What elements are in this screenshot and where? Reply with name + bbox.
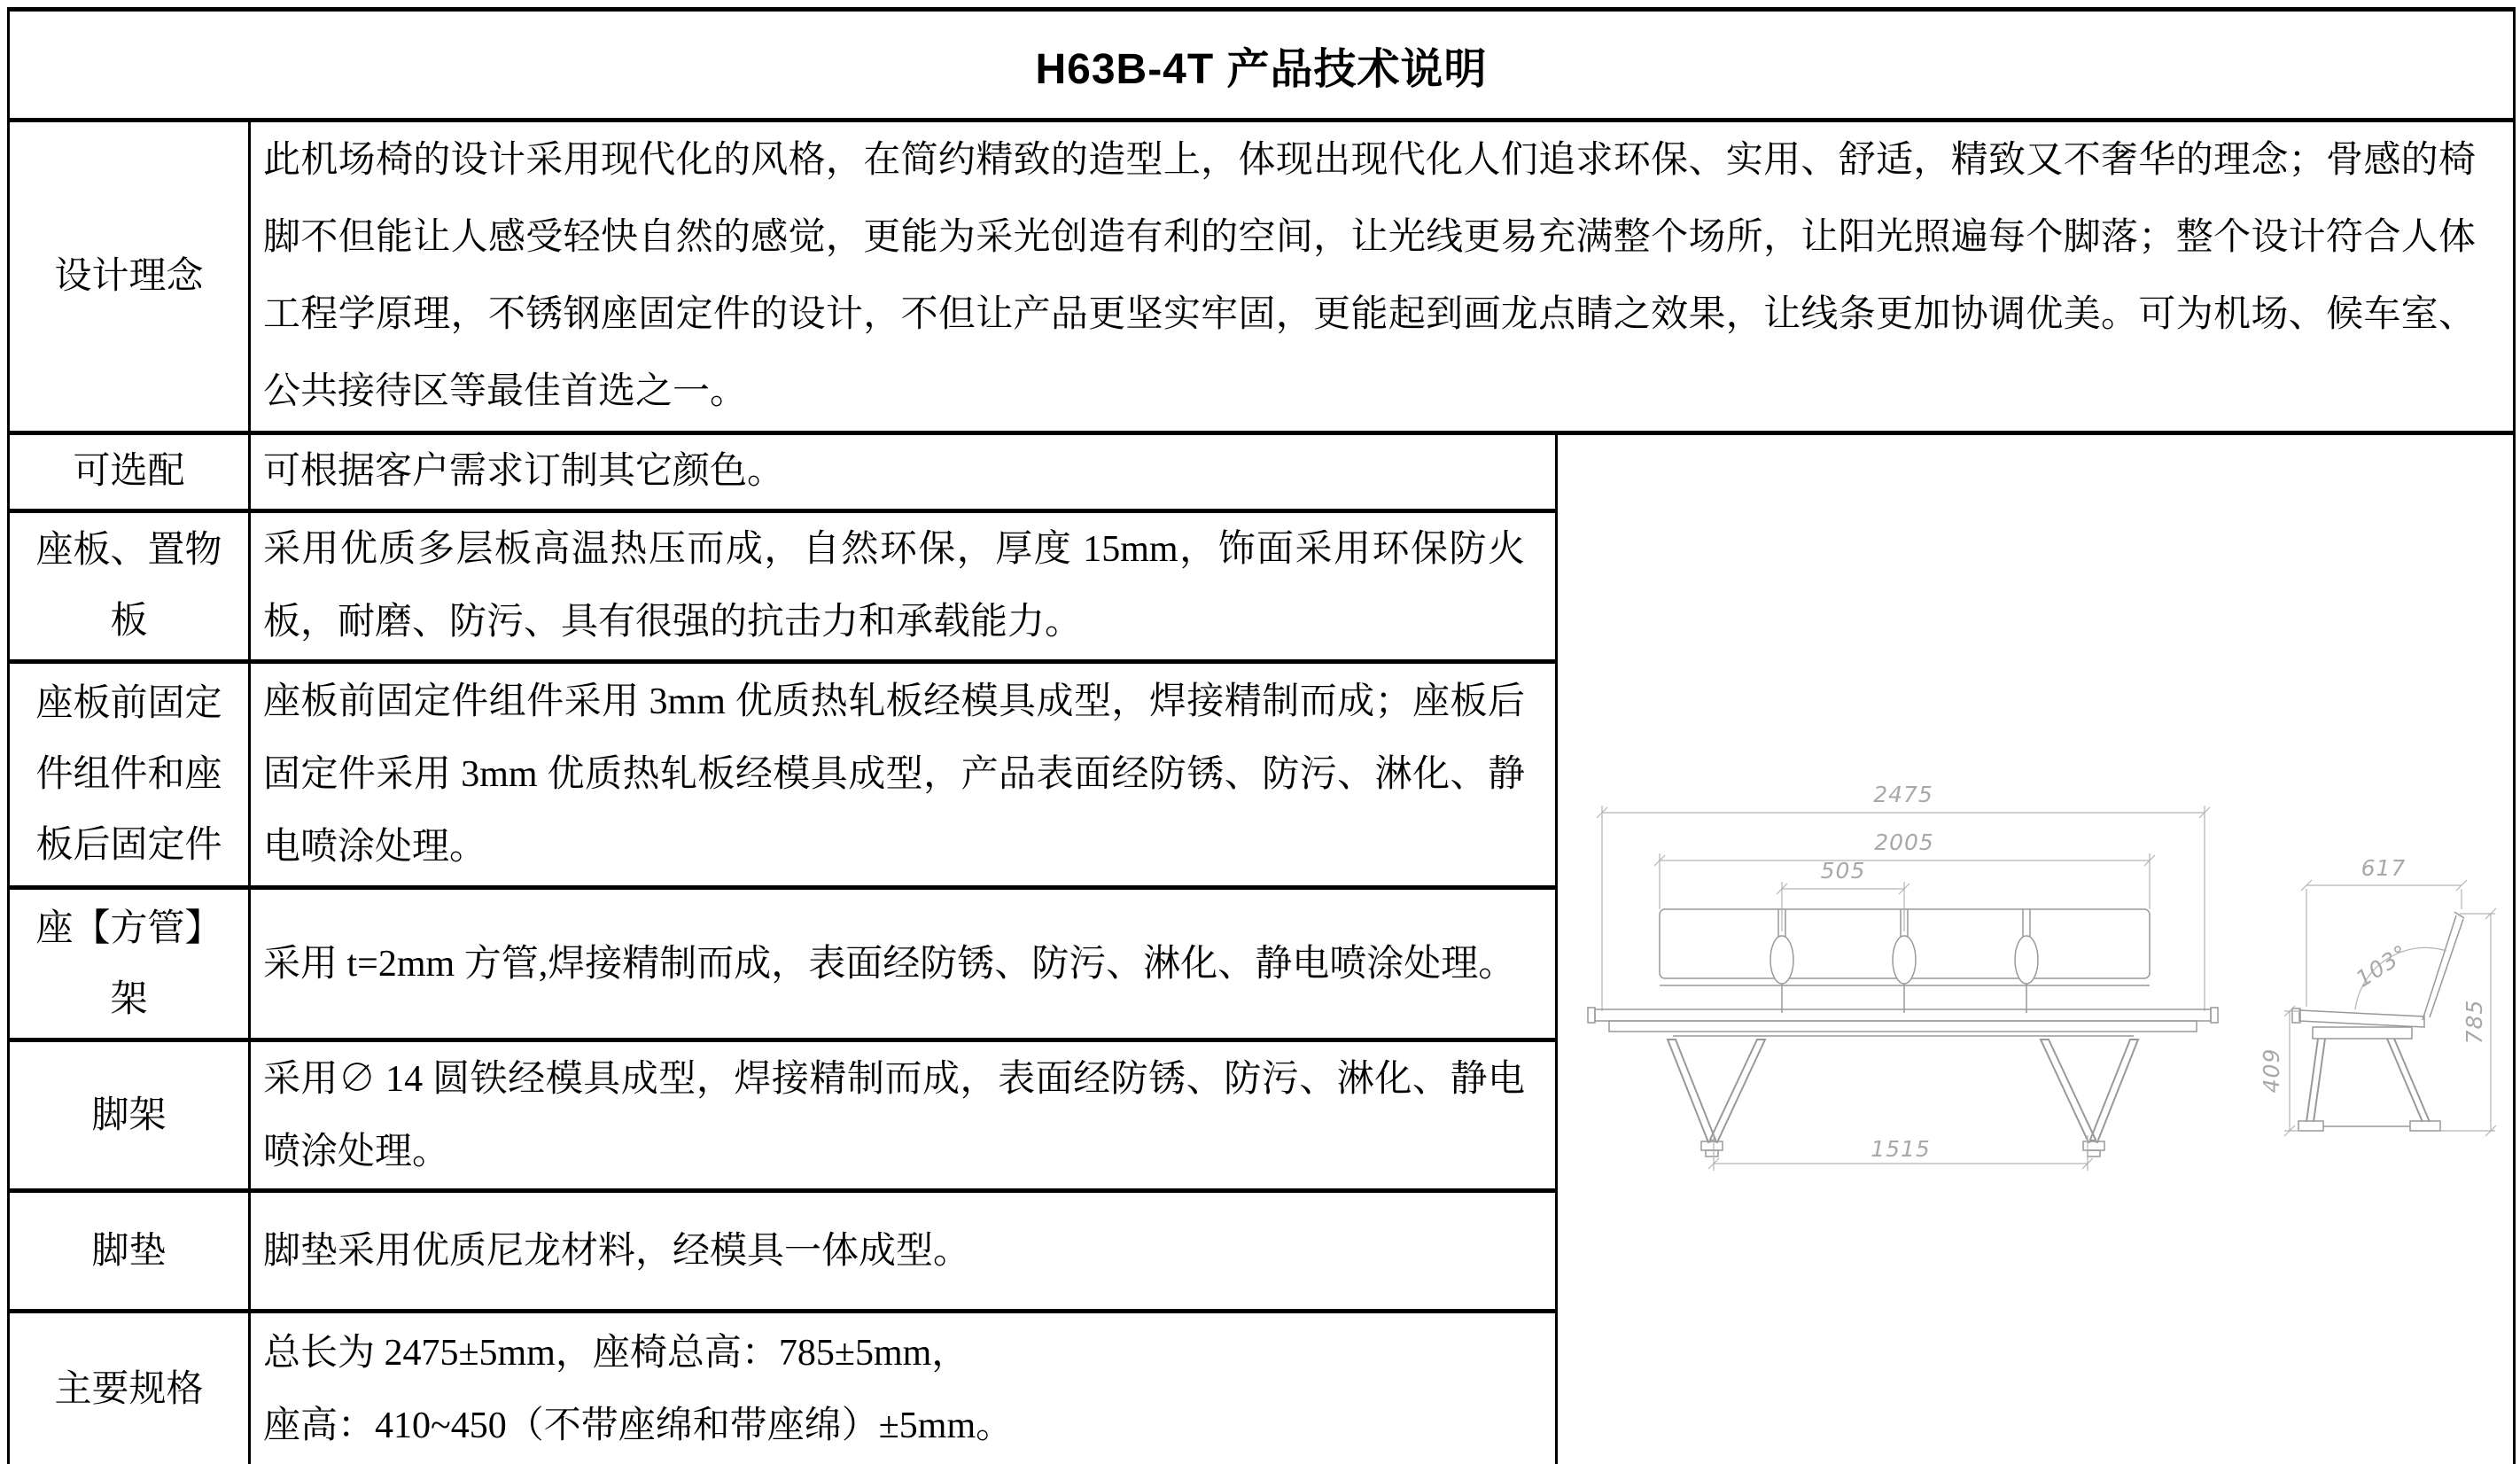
main-specs-line-1: 总长为 2475±5mm，座椅总高：785±5mm，: [263, 1333, 969, 1374]
dim-seat-pitch: 505: [1820, 858, 1866, 884]
content-foot-pad: 脚垫采用优质尼龙材料，经模具一体成型。: [250, 1191, 1557, 1312]
label-square-tube-frame: 座【方管】架: [9, 888, 250, 1040]
technical-drawing: [1558, 435, 2510, 1461]
title-row: [9, 10, 2515, 121]
dim-leg-span: 1515: [1871, 1136, 1931, 1162]
content-design-concept: 此机场椅的设计采用现代化的风格，在简约精致的造型上，体现出现代化人们追求环保、实用、舒适，精致又不奢华的理念；骨感的椅脚不但能让人感受轻快自然的感觉，更能为采光创造有利的空间，让光线更易充满整个场所，让阳光照遍每个脚落；整个设计符合人体工程学原理，不锈钢座固定件的设计，不但让产品更坚实牢固，更能起到画龙点睛之效果，让线条更加协调优美。可为机场、候车室、公共接待区等最佳首选之一。: [250, 121, 2515, 433]
dim-overall-height: 785: [2462, 999, 2487, 1045]
dim-depth: 617: [2361, 855, 2407, 881]
label-fixings: 座板前固定件组件和座板后固定件: [9, 662, 250, 888]
content-square-tube-frame: 采用 t=2mm 方管,焊接精制而成，表面经防锈、防污、淋化、静电喷涂处理。: [250, 888, 1557, 1040]
label-leg-frame: 脚架: [9, 1040, 250, 1190]
main-specs-line-2: 座高：410~450（不带座绵和带座绵）±5mm。: [263, 1406, 1014, 1447]
row-design-concept: [9, 121, 2515, 433]
label-optional: 可选配: [9, 433, 250, 511]
label-main-specs: 主要规格: [9, 1312, 250, 1464]
label-foot-pad: 脚垫: [9, 1191, 250, 1312]
front-view: [1588, 782, 2218, 1171]
label-design-concept: 设计理念: [9, 121, 250, 433]
dim-seat-height: 409: [2259, 1047, 2284, 1094]
content-leg-frame: 采用∅ 14 圆铁经模具成型，焊接精制而成，表面经防锈、防污、淋化、静电喷涂处理。: [250, 1040, 1557, 1190]
side-view: [2259, 855, 2496, 1136]
content-seat-board: 采用优质多层板高温热压而成，自然环保，厚度 15mm，饰面采用环保防火板，耐磨、防污、具有很强的抗击力和承载能力。: [250, 510, 1557, 661]
page-title: H63B-4T 产品技术说明: [9, 10, 2515, 121]
row-optional: [9, 433, 2515, 511]
dim-back-angle: 103°: [2351, 939, 2414, 993]
technical-drawing-cell: [1557, 433, 2515, 1464]
content-fixings: 座板前固定件组件采用 3mm 优质热轧板经模具成型，焊接精制而成；座板后固定件采用 3mm 优质热轧板经模具成型，产品表面经防锈、防污、淋化、静电喷涂处理。: [250, 662, 1557, 888]
content-optional: 可根据客户需求订制其它颜色。: [250, 433, 1557, 511]
content-main-specs: [250, 1312, 1557, 1464]
spec-table: [7, 7, 2516, 1464]
dim-seat-row-width: 2005: [1874, 829, 1934, 855]
label-seat-board: 座板、置物板: [9, 510, 250, 661]
dim-overall-length: 2475: [1873, 782, 1933, 807]
